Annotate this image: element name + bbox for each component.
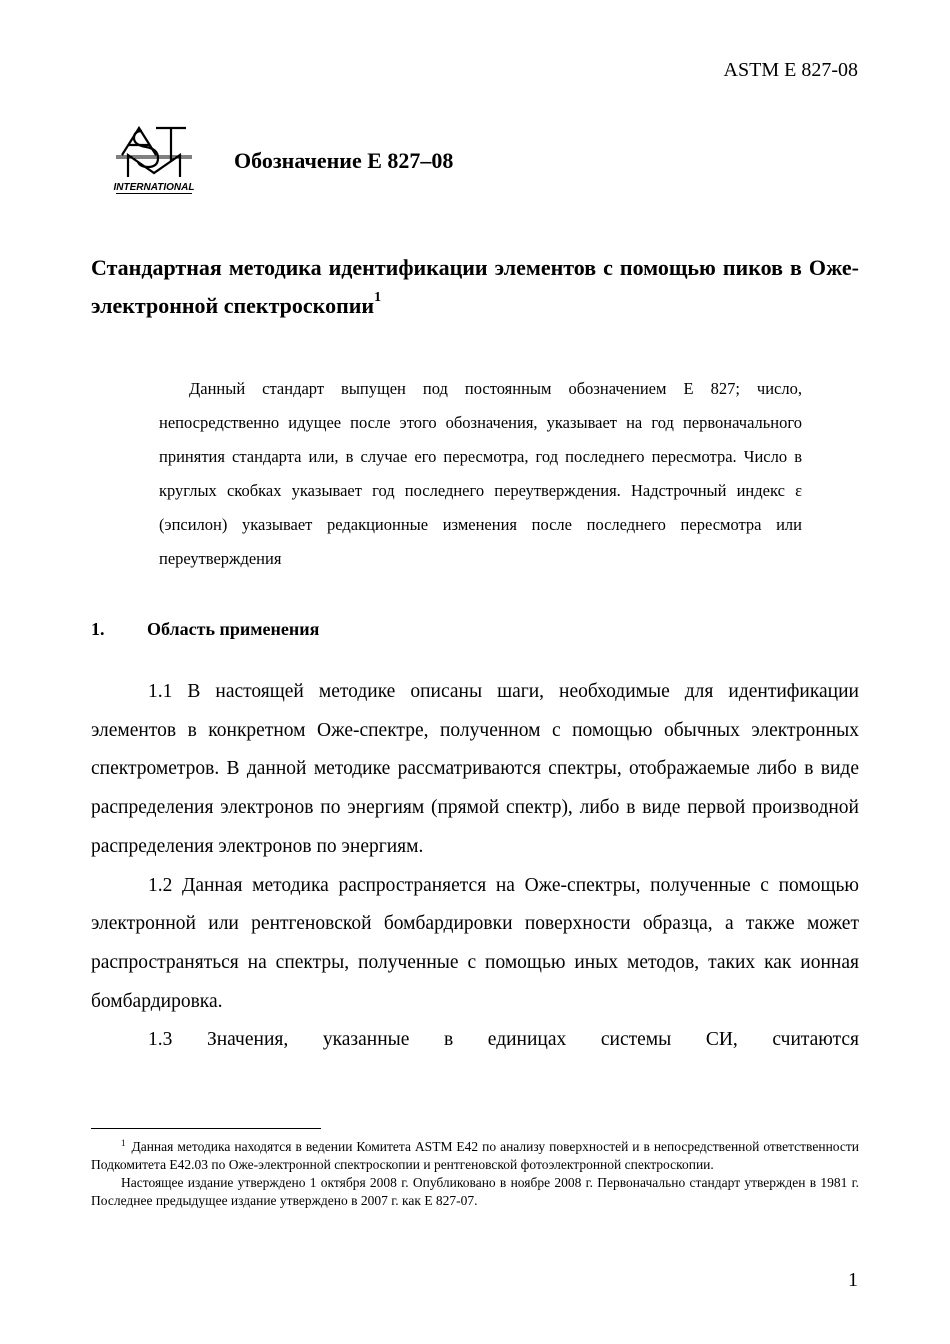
section-body — [91, 673, 859, 1060]
document-title — [91, 249, 859, 325]
astm-logo — [112, 125, 196, 200]
page-number: 1 — [848, 1269, 858, 1291]
section-heading — [91, 616, 319, 642]
svg-text:INTERNATIONAL: INTERNATIONAL — [113, 182, 195, 193]
paragraph-1-1: 1.1 В настоящей методике описаны шаги, необходимые для идентификации элементов в конкретном Оже-спектре, полученном с помощью обычных электронных спектрометров. В данной методике рассматриваются спектры, отображаемые либо в виде распределения электронов по энергиям (прямой спектр), либо в виде первой производной распределения электронов по энергиям. — [91, 681, 859, 857]
designation: Обозначение Е 827–08 — [234, 148, 454, 173]
footnote-1 — [91, 1138, 859, 1174]
footnote-2: Настоящее издание утверждено 1 октября 2008 г. Опубликовано в ноябре 2008 г. Первоначально стандарт утвержден в 1981 г. Последнее предыдущее издание утверждено в 2007 г. как E 827-07. — [91, 1175, 859, 1208]
paragraph-1-2: 1.2 Данная методика распространяется на Оже-спектры, полученные с помощью электронной или рентгеновской бомбардировки поверхности образца, а также может распространяться на спектры, полученные с помощью иных методов, таких как ионная бомбардировка. — [91, 874, 859, 1012]
paragraph-1-3: 1.3 Значения, указанные в единицах системы СИ, считаются — [148, 1029, 859, 1051]
footnote-1-text: Данная методика находятся в ведении Комитета ASTM E42 по анализу поверхностей и в непосредственной ответственности Подкомитета E42.03 по Оже-электронной спектроскопии и рентгеновской фотоэлектронной спектроскопии. — [91, 1139, 859, 1172]
title-text: Стандартная методика идентификации элементов с помощью пиков в Оже-электронной спектроскопии — [91, 255, 859, 318]
footnote-mark: 1 — [121, 1138, 126, 1148]
running-head: ASTM E 827-08 — [723, 59, 858, 81]
footnote-rule — [91, 1128, 321, 1129]
section-title: Область применения — [147, 619, 320, 639]
preamble: Данный стандарт выпущен под постоянным обозначением E 827; число, непосредственно идущее после этого обозначения, указывает на год первоначального принятия стандарта или, в случае его пересмотра, год последнего пересмотра. Число в круглых скобках указывает год последнего переутверждения. Надстрочный индекс ε (эпсилон) указывает редакционные изменения после последнего пересмотра или переутверждения — [159, 379, 802, 568]
footnotes — [91, 1138, 859, 1210]
title-footnote-mark: 1 — [374, 290, 382, 305]
section-number: 1. — [91, 619, 105, 639]
